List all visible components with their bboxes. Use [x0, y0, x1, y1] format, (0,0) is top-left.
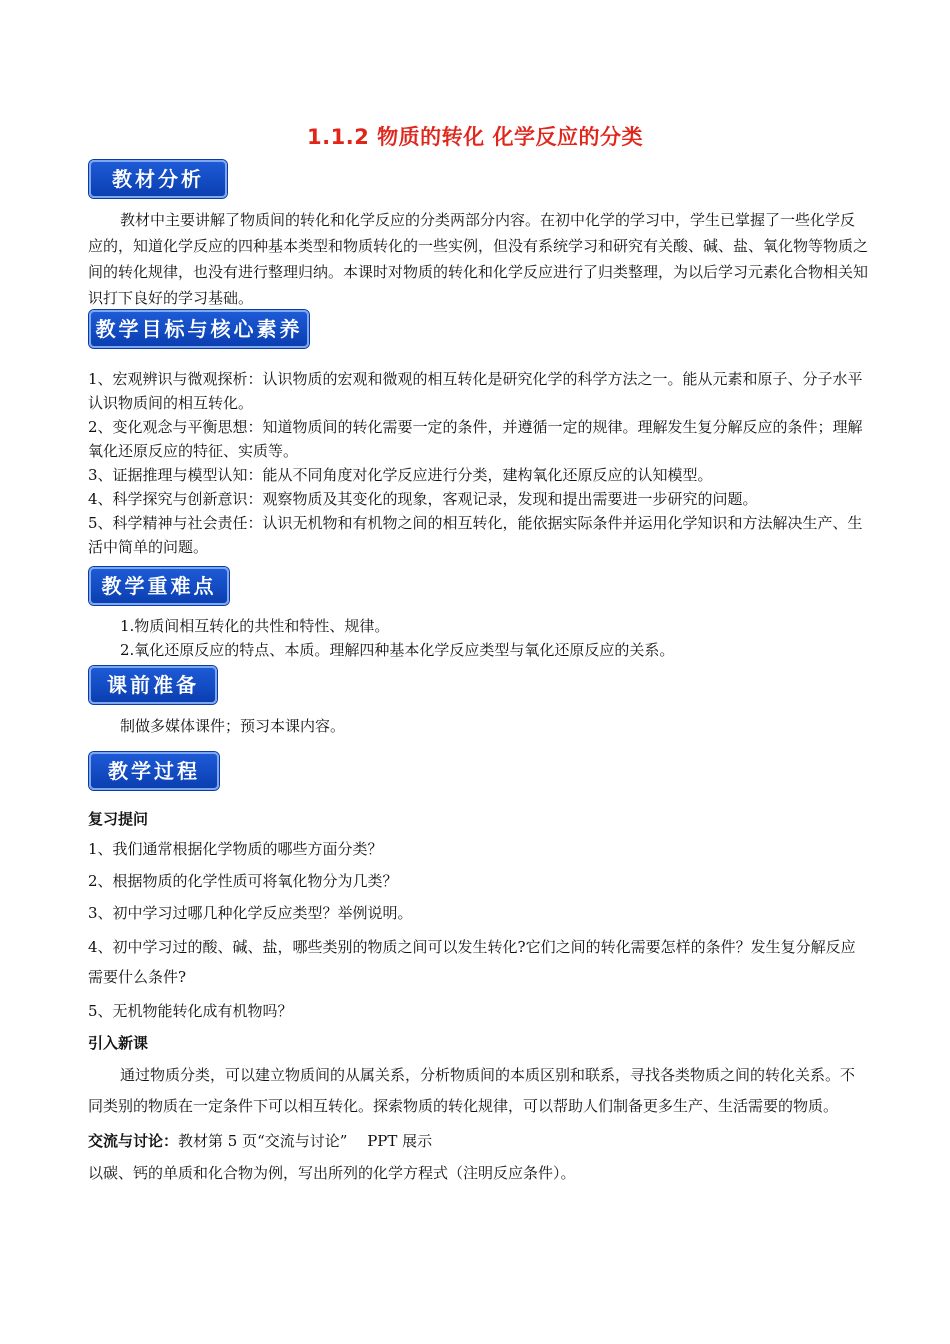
goals-list	[88, 367, 868, 559]
review-question-3: 3、初中学习过哪几种化学反应类型？举例说明。	[88, 904, 413, 922]
section-badge-analysis: 教材分析	[89, 160, 227, 198]
section-badge-keypoints: 教学重难点	[89, 567, 229, 605]
equation-instruction: 以碳、钙的单质和化合物为例，写出所列的化学方程式（注明反应条件）。	[88, 1164, 576, 1182]
keypoint-item-1: 1.物质间相互转化的共性和特性、规律。	[120, 617, 390, 635]
section-badge-prep: 课前准备	[89, 666, 217, 704]
review-question-1: 1、我们通常根据化学物质的哪些方面分类？	[88, 840, 383, 858]
review-question-2: 2、根据物质的化学性质可将氧化物分为几类？	[88, 872, 398, 890]
discuss-label: 交流与讨论：	[88, 1132, 179, 1150]
review-heading: 复习提问	[88, 810, 149, 828]
keypoints-list	[88, 614, 900, 662]
discuss-text: 教材第 5 页“交流与讨论” PPT 展示	[178, 1132, 433, 1150]
analysis-paragraph: 教材中主要讲解了物质间的转化和化学反应的分类两部分内容。在初中化学的学习中，学生已掌握了一些化学反应的，知道化学反应的四种基本类型和物质转化的一些实例，但没有系统学习和研究有关酸、碱、盐、氧化物等物质之间的转化规律，也没有进行整理归纳。本课时对物质的转化和化学反应进行了归类整理，为以后学习元素化合物相关知识打下良好的学习基础。	[88, 211, 869, 307]
goal-item-5: 5、科学精神与社会责任：认识无机物和有机物之间的相互转化，能依据实际条件并运用化学知识和方法解决生产、生活中简单的问题。	[88, 514, 863, 556]
keypoint-item-2: 2.氧化还原反应的特点、本质。理解四种基本化学反应类型与氧化还原反应的关系。	[120, 641, 675, 659]
section-badge-process: 教学过程	[89, 752, 219, 790]
prep-paragraph: 制做多媒体课件；预习本课内容。	[120, 717, 346, 735]
process-content	[88, 806, 868, 1192]
review-question-4: 4、初中学习过的酸、碱、盐，哪些类别的物质之间可以发生转化?它们之间的转化需要怎样的条件？发生复分解反应需要什么条件?	[88, 938, 856, 986]
intro-heading: 引入新课	[88, 1034, 149, 1052]
intro-paragraph: 通过物质分类，可以建立物质间的从属关系，分析物质间的本质区别和联系，寻找各类物质之间的转化关系。不同类别的物质在一定条件下可以相互转化。探索物质的转化规律，可以帮助人们制备更多生产、生活需要的物质。	[88, 1066, 856, 1115]
discuss-line	[88, 1128, 868, 1154]
goal-item-3: 3、证据推理与模型认知：能从不同角度对化学反应进行分类，建构氧化还原反应的认知模型。	[88, 466, 713, 484]
section-badge-goals: 教学目标与核心素养	[89, 310, 309, 348]
goal-item-1: 1、宏观辨识与微观探析：认识物质的宏观和微观的相互转化是研究化学的科学方法之一。能从元素和原子、分子水平认识物质间的相互转化。	[88, 370, 863, 412]
page-title: 1.1.2 物质的转化 化学反应的分类	[307, 125, 643, 149]
review-question-5: 5、无机物能转化成有机物吗？	[88, 1002, 293, 1020]
goal-item-2: 2、变化观念与平衡思想：知道物质间的转化需要一定的条件，并遵循一定的规律。理解发生复分解反应的条件；理解氧化还原反应的特征、实质等。	[88, 418, 863, 460]
goal-item-4: 4、科学探究与创新意识：观察物质及其变化的现象，客观记录，发现和提出需要进一步研究的问题。	[88, 490, 758, 508]
